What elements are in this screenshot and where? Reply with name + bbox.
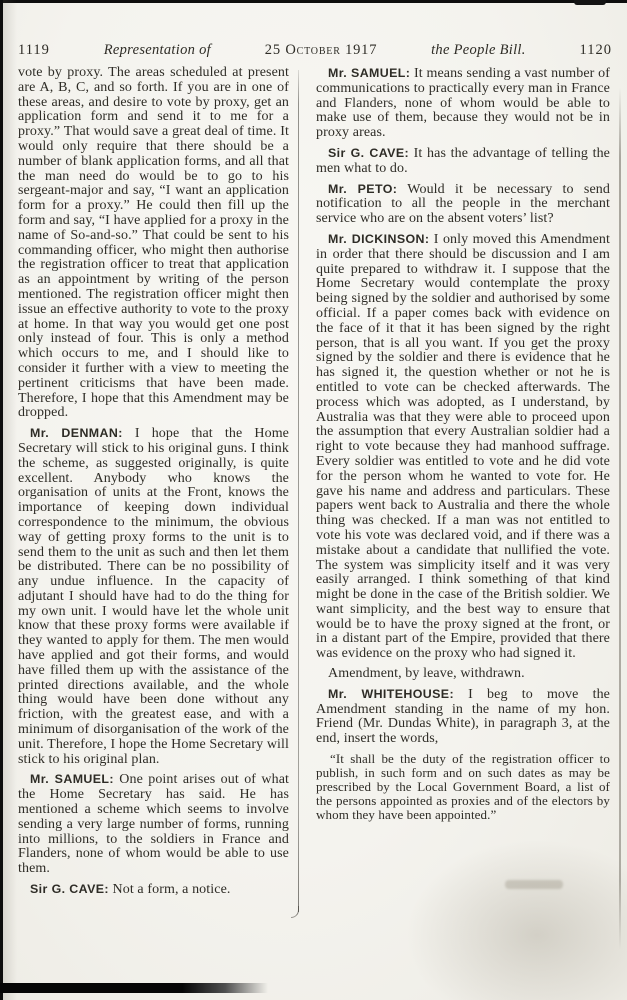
speaker-name: Mr. SAMUEL: <box>328 66 411 80</box>
scan-artifact-top-blob <box>574 0 606 5</box>
speech-paragraph: Mr. PETO: Would it be necessary to send notification to all the people in the merchant service who are on the absent voters’ list? <box>316 181 610 227</box>
text-columns <box>18 66 610 898</box>
running-title-right: the People Bill. <box>431 42 526 58</box>
speaker-name: Sir G. CAVE: <box>328 145 410 160</box>
speaker-name: Mr. PETO: <box>328 181 398 196</box>
speaker-name: Mr. DENMAN: <box>30 426 123 441</box>
right-column <box>316 66 610 898</box>
speech-paragraph: Mr. SAMUEL: It means sending a vast number of communications to practically every man in France and Flanders, none of whom would be able to make use of them, because they would not be in proxy areas. <box>316 66 610 141</box>
speech-paragraph: Mr. DENMAN: I hope that the Home Secretary will stick to his original guns. I think the scheme, as suggested originally, is quite excellent. Anybody who knows the organisation of units at the Front, knows the importance of keeping down individual correspondence to the minimum, the obvious way of getting proxy forms to the unit is to send them to the unit as such and then let them be distributed. There can be no possibility of any undue influence. In the capacity of adjutant I should have had to do the thing for my own unit. I would have let the whole unit know that these proxy forms were available if they wanted to apply for them. The men would have applied and got their forms, and would have filled them up with the assistance of the printed directions available, and the whole thing would have been done without any friction, with the greatest ease, and with a minimum of disorganisation of the work of the unit. Therefore, I hope the Home Secretary will stick to his original plan. <box>18 426 289 767</box>
page-number-left: 1119 <box>18 42 50 58</box>
paragraph: Amendment, by leave, withdrawn. <box>328 666 525 682</box>
speaker-name: Mr. WHITEHOUSE: <box>328 686 454 701</box>
paragraph: vote by proxy. The areas scheduled at present are A, B, C, and so forth. If you are in one of these areas, and desire to vote by proxy, get an application form and send it to me for a proxy.” That would save a great deal of time. It would only require that there should be a number of blank application forms, and all that the man need do would be to go to his sergeant-major and say, “I want an application form for a proxy.” He could then fill up the form and say, “I have applied for a proxy in the name of So-and-so.” That could be sent to his commanding officer, who might then authorise the registration officer to treat that application as an appointment by writing of the person mentioned. The registration officer might then issue an effective authority to vote to the proxy at home. In that way you would get one post only instead of four. This is only a method which occurs to me, and I should like to consider it further with a view to meeting the pertinent criticisms that have been made. Therefore, I hope that this Amendment may be dropped. <box>18 65 289 421</box>
speech-paragraph: Sir G. CAVE: Not a form, a notice. <box>30 882 231 898</box>
scan-artifact-top-edge <box>0 0 627 3</box>
scan-artifact-bottom-edge <box>0 983 268 993</box>
scan-artifact-right-page-edge <box>619 88 621 950</box>
speech-paragraph: Mr. DICKINSON: I only moved this Amendment in order that there should be discussion and I am quite prepared to withdraw it. I suppose that the Home Secretary would contemplate the proxy being signed by the soldier and authorised by some official. If a paper comes back with evidence on the face of it that it has been signed by the right person, that is all you want. If you get the proxy signed by the soldier and there is evidence that he has signed it, the question whether or not he is entitled to vote can be checked afterwards. The process which was adopted, as I understand, by Australia was that they were able to proceed upon the assumption that every Australian soldier had a right to vote because they had manhood suffrage. Every soldier was entitled to vote and he did vote for the person whom he wanted to vote for. He gave his name and address and particulars. These papers went back to Australia and there the whole thing was checked. If a man was not entitled to vote his vote was declared void, and if there was a mistake about a candidate that nullified the vote. The system was simplicity itself and it was very easily arranged. I think something of that kind might be done in the case of the British soldier. We want simplicity, and the best way to ensure that would be to have the proxy signed at the front, or in a distant part of the Empire, provided that there was evidence on the proxy who had signed it. <box>316 231 610 662</box>
left-column <box>18 66 289 898</box>
quoted-amendment-text: “It shall be the duty of the registration officer to publish, in such form and on such dates as may be prescribed by the Local Government Board, a list of the persons appointed as proxies and of the electors by whom they have been appointed.” <box>316 751 610 823</box>
speaker-name: Mr. DICKINSON: <box>328 231 430 246</box>
header-date: 25 October 1917 <box>264 42 378 58</box>
column-divider-hook <box>291 906 299 918</box>
speech-paragraph: Mr. WHITEHOUSE: I beg to move the Amendment standing in the name of my hon. Friend (Mr. Dundas White), in paragraph 3, at the end, insert the words, <box>316 686 610 747</box>
scan-artifact-left-shade <box>3 0 17 1000</box>
speech-paragraph: Mr. SAMUEL: One point arises out of what the Home Secretary has said. He has mentioned a scheme which seems to involve sending a very large number of forms, running into millions, to the soldiers in France and Flanders, none of whom would be able to use them. <box>18 772 290 877</box>
speaker-name: Sir G. CAVE: <box>30 882 109 897</box>
speech-paragraph: Sir G. CAVE: It has the advantage of telling the men what to do. <box>316 145 610 176</box>
page-number-right: 1120 <box>579 42 612 58</box>
speaker-name: Mr. SAMUEL: <box>30 772 114 787</box>
page-header <box>18 42 612 59</box>
running-title-left: Representation of <box>103 42 211 58</box>
